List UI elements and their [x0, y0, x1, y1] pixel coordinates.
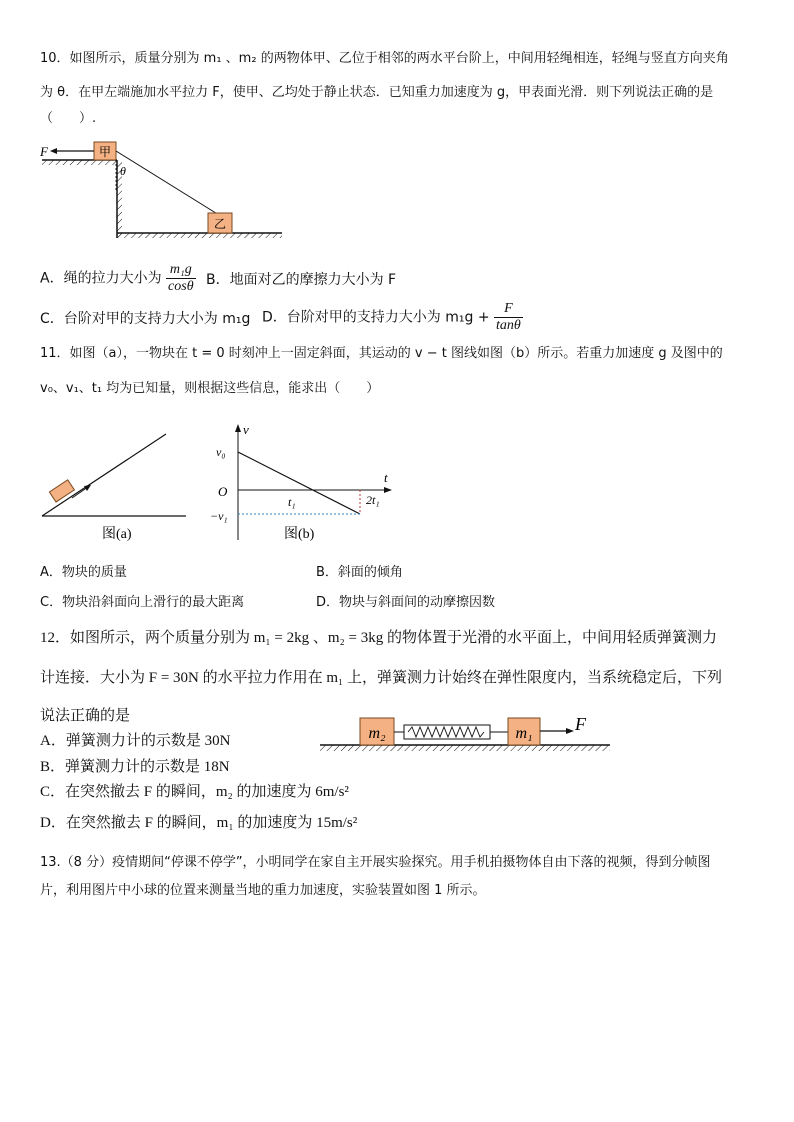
neg-v1-label: −v₁ — [210, 509, 228, 523]
q12-force-label: F — [575, 714, 586, 734]
q11-figure-b — [208, 420, 398, 550]
q11-figure-a — [36, 420, 196, 550]
q11-option-b: B．斜面的倾角 — [316, 565, 403, 580]
q10-option-a-text: A．绳的拉力大小为 — [40, 270, 162, 287]
q10-line-1: 10．如图所示，质量分别为 m₁ 、m₂ 的两物体甲、乙位于相邻的两水平台阶上，中间用轻绳相连，轻绳与竖直方向夹角 — [40, 51, 729, 66]
q10-line-2: 为 θ．在甲左端施加水平拉力 F，使甲、乙均处于静止状态．已知重力加速度为 g，甲表面光滑．则下列说法正确的是 — [40, 85, 714, 100]
force-arrow-icon — [50, 148, 57, 154]
block-m2-label: m₂ — [368, 725, 386, 742]
q12-figure — [316, 712, 616, 762]
q11-line-1: 11．如图（a），一物块在 t = 0 时刻冲上一固定斜面，其运动的 v − t 图线如图（b）所示。若重力加速度 g 及图中的 — [40, 346, 723, 361]
rope — [116, 151, 219, 215]
v0-label: v₀ — [216, 445, 226, 459]
t-axis-label: t — [384, 470, 388, 485]
q11-line-2: v₀、v₁、t₁ 均为已知量，则根据这些信息，能求出（ ） — [40, 381, 380, 396]
q13-line-1: 13.（8 分）疫情期间“停课不停学”，小明同学在家自主开展实验探究。用手机拍摄物体自由下落的视频，得到分帧图 — [40, 855, 711, 870]
block-yi-label: 乙 — [213, 217, 227, 231]
q12-line-3: 说法正确的是 — [40, 708, 131, 724]
q10-option-c: C．台阶对甲的支持力大小为 m₁g — [40, 311, 251, 327]
q12-line-2: 计连接．大小为 F = 30N 的水平拉力作用在 m₁ 上，弹簧测力计始终在弹性限度内，当系统稳定后，下列 — [40, 670, 723, 686]
two-t1-label: 2t₁ — [366, 493, 380, 507]
q10-option-a — [40, 262, 196, 295]
q10-option-d-fraction — [494, 301, 523, 334]
incline-block — [49, 480, 74, 502]
q10-option-d-denominator: tanθ — [496, 318, 521, 333]
spring-scale — [404, 725, 490, 739]
q12-line-1: 12．如图所示，两个质量分别为 m₁ = 2kg 、m₂ = 3kg 的物体置于光滑的水平面上，中间用轻质弹簧测力 — [40, 630, 717, 646]
incline-line — [42, 434, 166, 516]
v-axis-arrow-icon — [235, 424, 241, 432]
q13-line-2: 片，利用图片中小球的位置来测量当地的重力加速度，实验装置如图 1 所示。 — [40, 883, 486, 898]
t1-label: t₁ — [288, 495, 296, 509]
q12-option-b: B．弹簧测力计的示数是 18N — [40, 759, 230, 775]
vt-graph-line — [238, 452, 360, 514]
v-axis-label: v — [243, 422, 249, 437]
q10-figure — [36, 135, 296, 245]
q10-line-3: （ ）. — [40, 111, 97, 126]
force-label: F — [40, 144, 48, 159]
q10-option-a-numerator: m₁g — [166, 262, 196, 279]
q10-option-d-text: D．台阶对甲的支持力大小为 m₁g + — [262, 309, 490, 326]
block-jia-label: 甲 — [98, 145, 112, 159]
q11-option-d: D．物块与斜面间的动摩擦因数 — [316, 595, 496, 610]
q12-option-d: D．在突然撤去 F 的瞬间，m₁ 的加速度为 15m/s² — [40, 815, 358, 831]
q10-option-d-numerator: F — [494, 301, 523, 318]
q12-option-c: C．在突然撤去 F 的瞬间，m₂ 的加速度为 6m/s² — [40, 784, 349, 800]
q10-option-b: B．地面对乙的摩擦力大小为 F — [206, 272, 397, 288]
block-m1-label: m₁ — [515, 725, 533, 742]
q11-fig-a-caption: 图(a) — [102, 527, 132, 542]
q11-fig-b-caption: 图(b) — [284, 527, 315, 542]
q12-option-a: A．弹簧测力计的示数是 30N — [40, 733, 231, 749]
q11-option-a: A．物块的质量 — [40, 565, 127, 580]
t-axis-arrow-icon — [384, 487, 392, 493]
q10-option-a-fraction — [166, 262, 196, 295]
q11-option-c: C．物块沿斜面向上滑行的最大距离 — [40, 595, 245, 610]
q10-option-d — [262, 301, 523, 334]
angle-label: θ — [120, 164, 126, 178]
q12-force-arrow-icon — [566, 728, 574, 734]
q10-option-a-denominator: cosθ — [168, 279, 194, 294]
origin-label: O — [218, 484, 228, 499]
floor-hatch — [320, 745, 610, 751]
